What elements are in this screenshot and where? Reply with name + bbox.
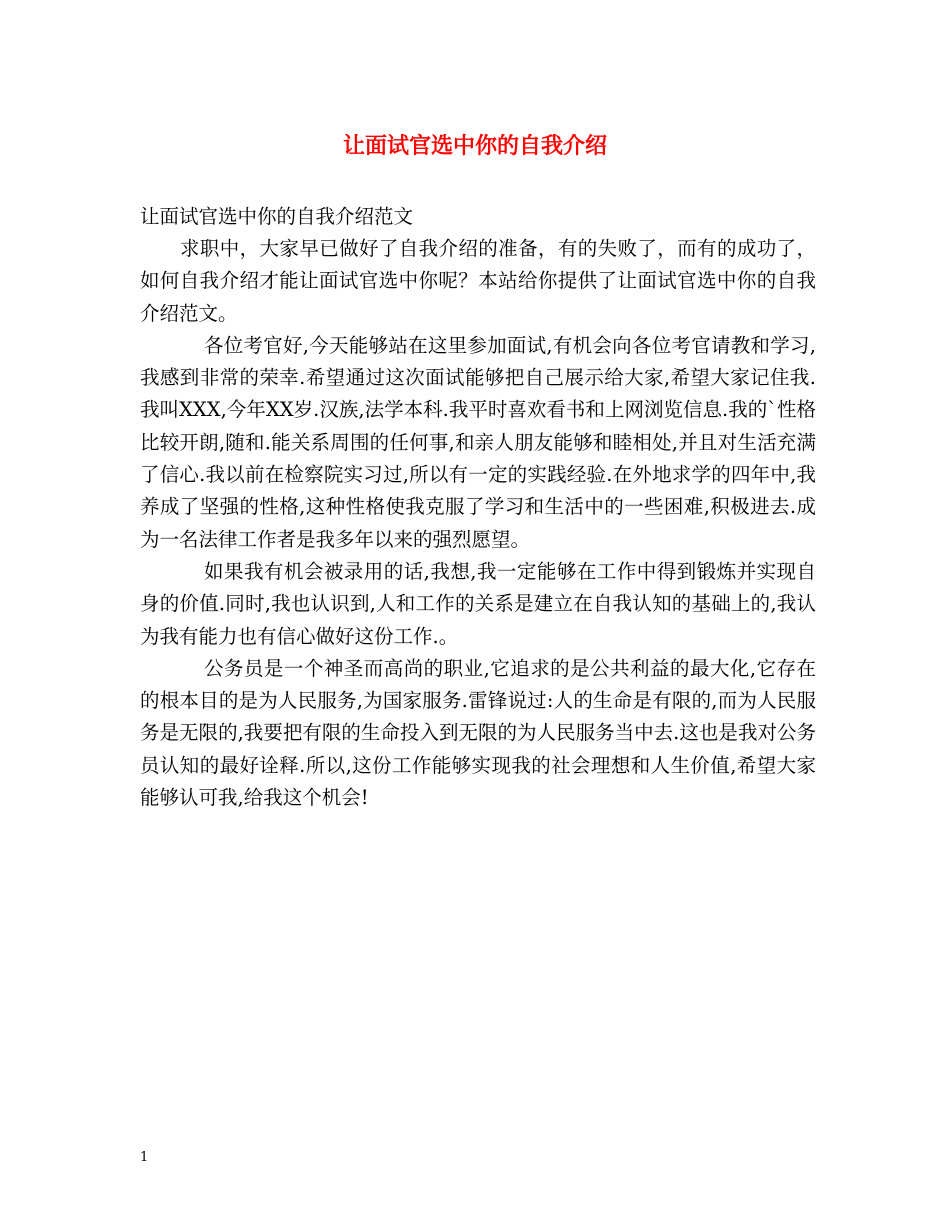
body-paragraph-1: 各位考官好,今天能够站在这里参加面试,有机会向各位考官请教和学习,我感到非常的荣幸.希望通过这次面试能够把自己展示给大家,希望大家记住我.我叫XXX,今年XX岁.汉族,法学本科.我平时喜欢看书和上网浏览信息.我的`性格比较开朗,随和.能关系周围的任何事,和亲人朋友能够和睦相处,并且对生活充满了信心.我以前在检察院实习过,所以有一定的实践经验.在外地求学的四年中,我养成了坚强的性格,这种性格使我克服了学习和生活中的一些困难,积极进去.成为一名法律工作者是我多年以来的强烈愿望。 [140, 333, 816, 551]
document-subtitle: 让面试官选中你的自我介绍范文 [140, 205, 414, 228]
body-paragraph-2: 如果我有机会被录用的话,我想,我一定能够在工作中得到锻炼并实现自身的价值.同时,我也认识到,人和工作的关系是建立在自我认知的基础上的,我认为我有能力也有信心做好这份工作.。 [140, 559, 816, 648]
body-paragraph-3: 公务员是一个神圣而高尚的职业,它追求的是公共利益的最大化,它存在的根本目的是为人民服务,为国家服务.雷锋说过:人的生命是有限的,而为人民服务是无限的,我要把有限的生命投入到无限的为人民服务当中去.这也是我对公务员认知的最好诠释.所以,这份工作能够实现我的社会理想和人生价值,希望大家能够认可我,给我这个机会! [140, 656, 816, 810]
page-number: 1 [140, 1150, 149, 1165]
intro-paragraph: 求职中，大家早已做好了自我介绍的准备，有的失败了，而有的成功了，如何自我介绍才能让面试官选中你呢？本站给你提供了让面试官选中你的自我介绍范文。 [140, 237, 816, 325]
document-title: 让面试官选中你的自我介绍 [342, 134, 607, 159]
document-body [140, 201, 816, 814]
